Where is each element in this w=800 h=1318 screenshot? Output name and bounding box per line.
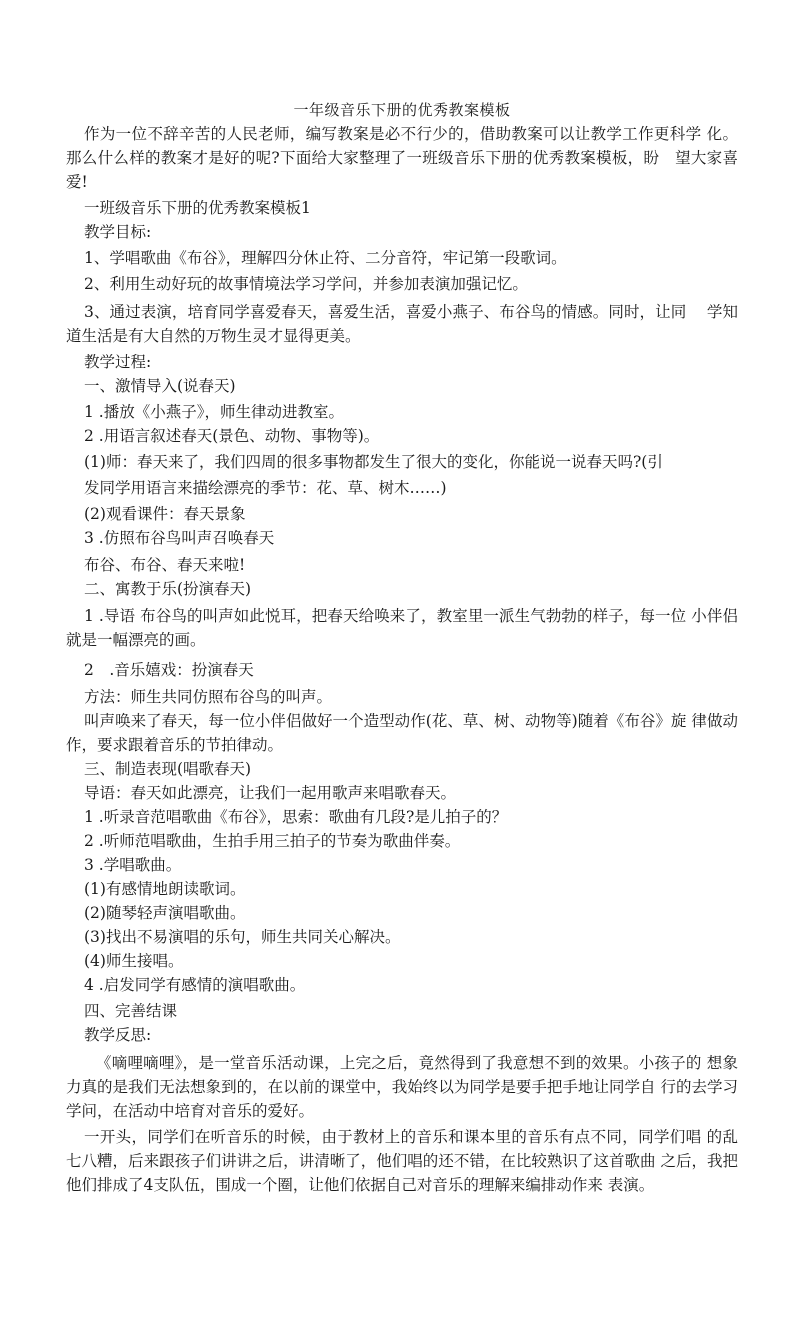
- process-substep-continued: 发同学用语言来描绘漂亮的季节：花、草、树木……): [84, 479, 447, 497]
- process-section-heading: 一、激情导入(说春天): [84, 377, 236, 395]
- process-step: 4 .启发同学有感情的演唱歌曲。: [84, 976, 306, 994]
- reflection-paragraph: 《嘀哩嘀哩》，是一堂音乐活动课，上完之后，竟然得到了我意想不到的效果。小孩子的 想象力真的是我们无法想象到的，在以前的课堂中，我始终以为同学是要手把手地让同学自 行的去学习学问，在活动中培育对音乐的爱好。: [66, 1054, 738, 1120]
- process-step: 1 .听录音范唱歌曲《布谷》，思索：歌曲有几段?是儿拍子的？: [84, 808, 508, 826]
- process-substep: (1)师：春天来了，我们四周的很多事物都发生了很大的变化，你能说一说春天吗?(引: [84, 453, 663, 471]
- document-page: [66, 100, 738, 1197]
- goal-item: 1、学唱歌曲《布谷》，理解四分休止符、二分音符，牢记第一段歌词。: [84, 249, 567, 267]
- process-substep: (3)找出不易演唱的乐句，师生共同关心解决。: [84, 928, 401, 946]
- process-step: 2 .音乐嬉戏：扮演春天: [84, 661, 254, 679]
- reflection-paragraph: 一开头，同学们在听音乐的时候，由于教材上的音乐和课本里的音乐有点不同，同学们唱 的乱七八糟，后来跟孩子们讲讲之后，讲清晰了，他们唱的还不错，在比较熟识了这首歌曲 之后，我把他们排成了4支队伍，围成一个圈，让他们依据自己对音乐的理解来编排动作来 表演。: [66, 1128, 738, 1194]
- method-paragraph: 方法：师生共同仿照布谷鸟的叫声。: [84, 688, 333, 706]
- chant-line: 布谷、布谷、春天来啦!: [84, 556, 246, 574]
- process-step: 1 .导语 布谷鸟的叫声如此悦耳，把春天给唤来了，教室里一派生气勃勃的样子，每一位 小伴侣就是一幅漂亮的画。: [66, 607, 738, 649]
- document-title: 一年级音乐下册的优秀教案模板: [293, 101, 511, 119]
- body-paragraph: 叫声唤来了春天，每一位小伴侣做好一个造型动作(花、草、树、动物等)随着《布谷》旋 律做动作，要求跟着音乐的节拍律动。: [66, 712, 738, 754]
- goal-item: 2、利用生动好玩的故事情境法学习学问，并参加表演加强记忆。: [84, 275, 528, 293]
- process-step: 3 .学唱歌曲。: [84, 856, 182, 874]
- reflection-heading: 教学反思:: [84, 1026, 152, 1044]
- process-section-heading: 三、制造表现(唱歌春天): [84, 760, 252, 778]
- teaching-process-heading: 教学过程:: [84, 353, 152, 371]
- intro-line: 导语：春天如此漂亮，让我们一起用歌声来唱歌春天。: [84, 784, 457, 802]
- process-step: 2 .用语言叙述春天(景色、动物、事物等)。: [84, 427, 380, 445]
- process-substep: (1)有感情地朗读歌词。: [84, 880, 246, 898]
- process-substep: (2)观看课件：春天景象: [84, 505, 246, 523]
- teaching-goals-heading: 教学目标:: [84, 223, 152, 241]
- section-heading: 一班级音乐下册的优秀教案模板1: [84, 199, 311, 217]
- process-step: 1 .播放《小燕子》，师生律动进教室。: [84, 403, 344, 421]
- intro-paragraph: 作为一位不辞辛苦的人民老师，编写教案是必不行少的，借助教案可以让教学工作更科学 化。那么什么样的教案才是好的呢?下面给大家整理了一班级音乐下册的优秀教案模板，盼 望大家喜爱!: [66, 125, 738, 191]
- goal-item: 3、通过表演，培育同学喜爱春天，喜爱生活，喜爱小燕子、布谷鸟的情感。同时，让同 学知道生活是有大自然的万物生灵才显得更美。: [66, 303, 738, 345]
- process-step: 2 .听师范唱歌曲，生拍手用三拍子的节奏为歌曲伴奏。: [84, 832, 461, 850]
- process-section-heading: 二、寓教于乐(扮演春天): [84, 580, 252, 598]
- process-substep: (4)师生接唱。: [84, 952, 184, 970]
- process-substep: (2)随琴轻声演唱歌曲。: [84, 904, 246, 922]
- process-step: 3 .仿照布谷鸟叫声召唤春天: [84, 529, 275, 547]
- process-section-heading: 四、完善结课: [84, 1002, 178, 1020]
